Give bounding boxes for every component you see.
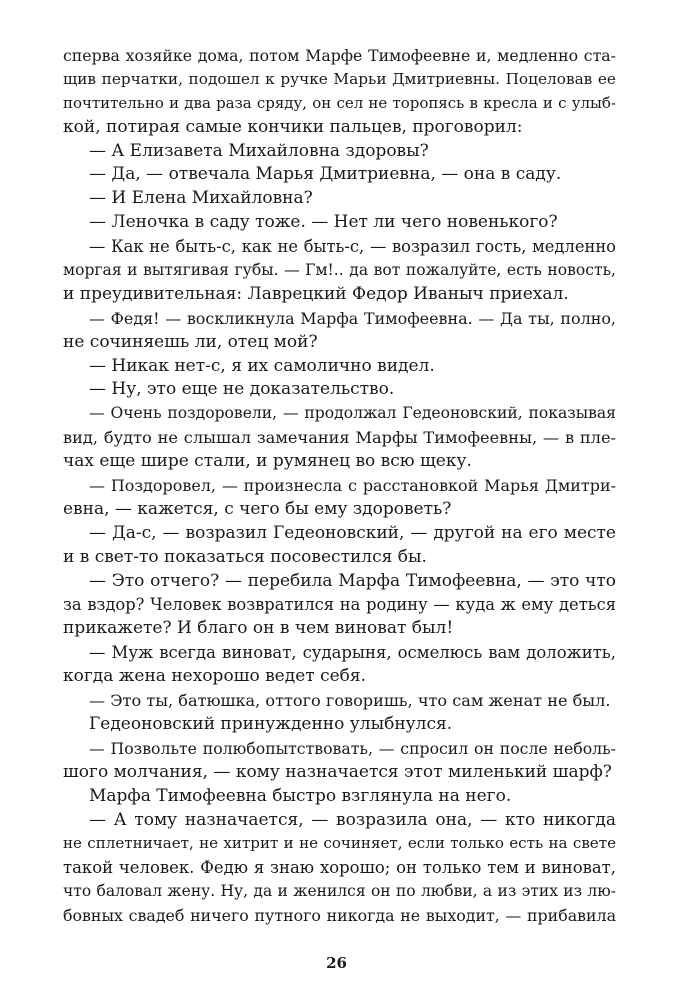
text-line-26: — Муж всегда виноват, сударыня, осмелюсь вам доложить,	[89, 643, 616, 663]
text-line-37: бовных свадеб ничего путного никогда не выходит, — прибавила	[63, 906, 616, 926]
text-line-11: и преудивительная: Лаврецкий Федор Иваныч приехал.	[63, 283, 569, 304]
text-line-1: сперва хозяйке дома, потом Марфе Тимофеевне и, медленно ста-	[63, 46, 616, 65]
text-line-34: не сплетничает, не хитрит и не сочиняет, если только есть на свете	[63, 834, 616, 853]
text-line-16: — Очень поздоровели, — продолжал Гедеоновский, показывая	[89, 404, 616, 423]
text-line-3: почтительно и два раза сряду, он сел не торопясь в кресла и с улыб-	[63, 93, 616, 112]
page-number: 26	[326, 954, 347, 972]
text-line-17: вид, будто не слышал замечания Марфы Тимофеевны, — в пле-	[63, 428, 616, 448]
text-line-18: чах еще шире стали, и румянец во всю щеку.	[63, 451, 472, 472]
text-line-22: и в свет-то показаться посовестился бы.	[63, 546, 427, 567]
text-line-19: — Поздоровел, — произнесла с расстановкой Марья Дмитри-	[89, 476, 616, 496]
text-line-2: щив перчатки, подошел к ручке Марьи Дмитриевны. Поцеловав ее	[63, 69, 616, 88]
text-line-13: не сочиняешь ли, отец мой?	[63, 331, 318, 352]
text-line-21: — Да-с, — возразил Гедеоновский, — другой на его месте	[89, 522, 616, 543]
text-line-12: — Федя! — воскликнула Марфа Тимофеевна. — Да ты, полно,	[89, 308, 616, 328]
text-line-33: — А тому назначается, — возразила она, — кто никогда	[89, 809, 616, 830]
text-line-20: евна, — кажется, с чего бы ему здороветь?	[63, 498, 452, 519]
text-line-23: — Это отчего? — перебила Марфа Тимофеевна, — это что	[89, 570, 616, 591]
text-line-28: — Это ты, батюшка, оттого говоришь, что сам женат не был.	[89, 691, 611, 711]
text-line-14: — Никак нет-с, я их самолично видел.	[89, 355, 435, 376]
text-line-29: Гедеоновский принужденно улыбнулся.	[89, 713, 453, 734]
text-line-31: шого молчания, — кому назначается этот миленький шарф?	[63, 761, 612, 782]
body-text	[63, 44, 616, 928]
text-line-25: прикажете? И благо он в чем виноват был!	[63, 618, 454, 639]
text-line-24: за вздор? Человек возвратился на родину — куда ж ему деться	[63, 595, 616, 615]
text-line-8: — Леночка в саду тоже. — Нет ли чего новенького?	[89, 212, 558, 233]
text-line-30: — Позвольте полюбопытствовать, — спросил он после неболь-	[89, 738, 616, 758]
text-line-7: — И Елена Михайловна?	[89, 188, 313, 209]
text-line-6: — Да, — отвечала Марья Дмитриевна, — она в саду.	[89, 164, 562, 185]
text-line-15: — Ну, это еще не доказательство.	[89, 379, 395, 400]
text-line-27: когда жена нехорошо ведет себя.	[63, 666, 367, 687]
text-line-4: кой, потирая самые кончики пальцев, проговорил:	[63, 116, 523, 137]
text-line-5: — А Елизавета Михайловна здоровы?	[89, 140, 429, 161]
text-line-35: такой человек. Федю я знаю хорошо; он только тем и виноват,	[63, 858, 616, 878]
text-line-10: моргая и вытягивая губы. — Гм!.. да вот пожалуйте, есть новость,	[63, 261, 616, 280]
text-line-32: Марфа Тимофеевна быстро взглянула на него.	[89, 785, 512, 806]
text-line-36: что баловал жену. Ну, да и женился он по любви, а из этих из лю-	[63, 882, 616, 901]
text-line-9: — Как не быть-с, как не быть-с, — возразил гость, медленно	[89, 237, 616, 257]
